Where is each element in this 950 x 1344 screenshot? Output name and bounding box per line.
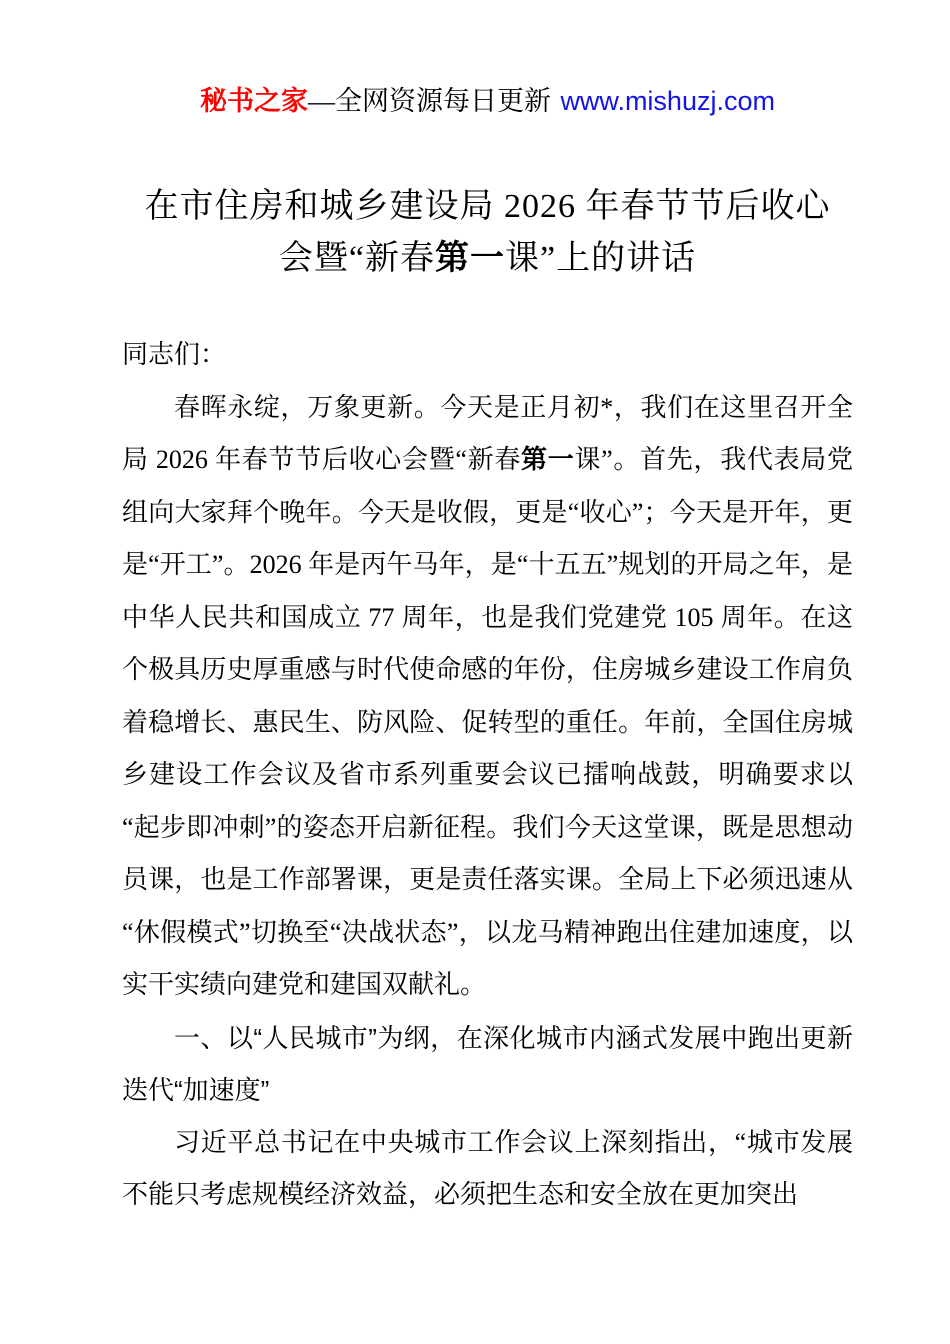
paragraph-opening-text-2: 课”。首先，我代表局党组向大家拜个晚年。今天是收假，更是“收心”；今天是开年，更是“开工”。2026 年是丙午马年，是“十五五”规划的开局之年，是中华人民共和国成立 77 周年，也是我们党建党 105 周年。在这个极具历史厚重感与时代使命感的年份，住房城乡建设工作肩负着稳增长、惠民生、防风险、促转型的重任。年前，全国住房城乡建设工作会议及省市系列重要会议已擂响战鼓，明确要求以“起步即冲刺”的姿态开启新征程。我们今天这堂课，既是思想动员课，也是工作部署课，更是责任落实课。全局上下必须迅速从“休假模式”切换至“决战状态”，以龙马精神跑出住建加速度，以实干实绩向建党和建国双献礼。 xyxy=(122,445,853,1000)
header-tagline: 全网资源每日更新 xyxy=(335,86,551,116)
title-bold-emphasis: 第一 xyxy=(435,240,505,278)
site-brand: 秘书之家 xyxy=(200,86,308,116)
site-header xyxy=(122,84,853,119)
paragraph-opening-text-1: 春晖永绽，万象更新。今天是正月初*，我们在这里召开全局 2026 年春节节后收心会暨“新春 xyxy=(122,392,853,475)
document-body xyxy=(122,329,853,1222)
title-line-1: 在市住房和城乡建设局 2026 年春节节后收心 xyxy=(144,188,831,226)
paragraph-opening xyxy=(122,382,853,1012)
salutation: 同志们： xyxy=(122,340,227,370)
site-url-link[interactable]: www.mishuzj.com xyxy=(560,86,775,116)
title-line-2-suffix: 课”上的讲话 xyxy=(505,240,697,278)
document-title xyxy=(122,181,853,285)
title-line-2-prefix: 会暨“新春 xyxy=(278,240,435,278)
section-heading-1: 一、以“人民城市”为纲，在深化城市内涵式发展中跑出更新迭代“加速度” xyxy=(122,1022,853,1106)
header-separator: — xyxy=(308,86,335,116)
paragraph-bold-emphasis: 第一 xyxy=(521,445,575,475)
paragraph-city-development: 习近平总书记在中央城市工作会议上深刻指出，“城市发展不能只考虑规模经济效益，必须把生态和安全放在更加突出 xyxy=(122,1127,853,1210)
title-line-2 xyxy=(122,233,853,285)
